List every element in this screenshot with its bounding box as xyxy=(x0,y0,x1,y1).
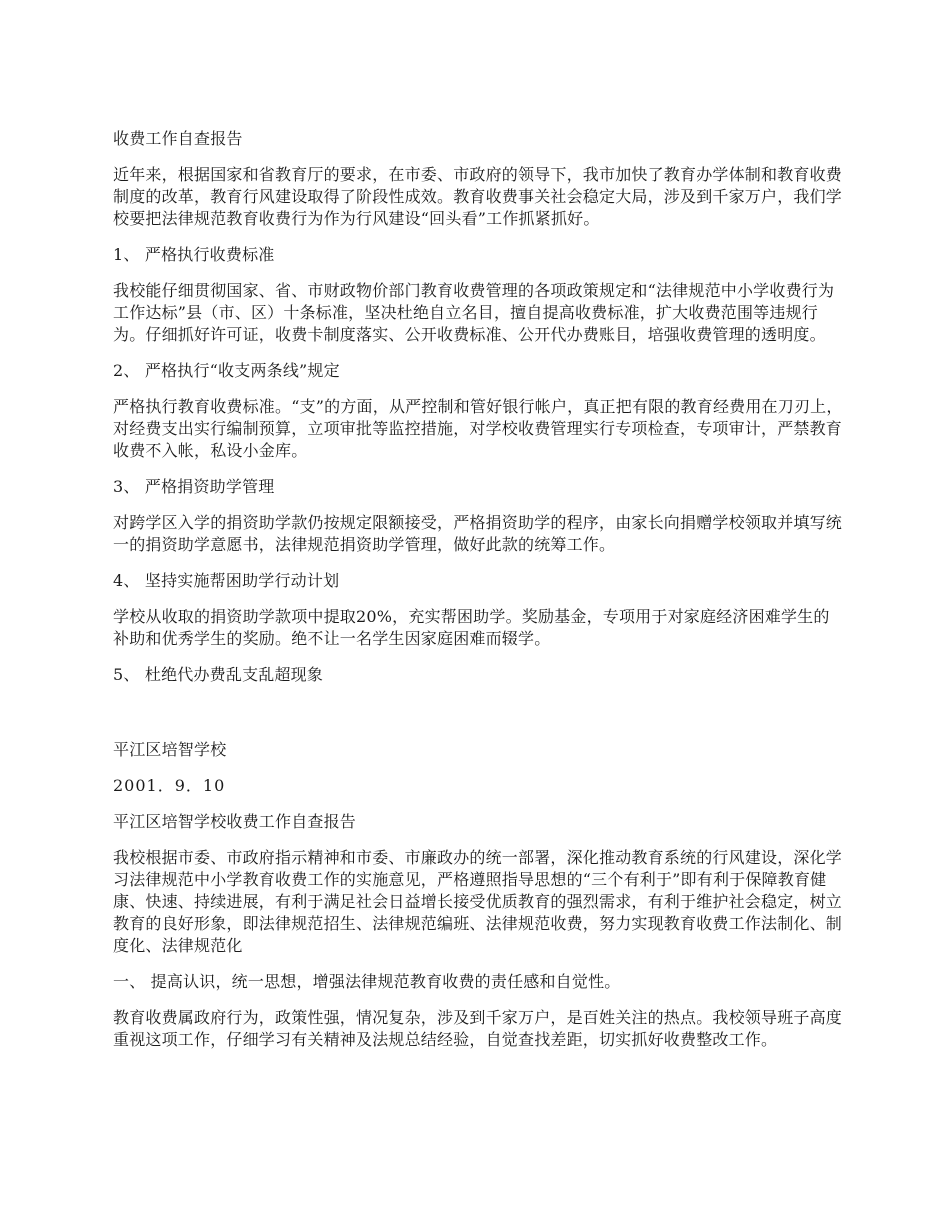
document-page xyxy=(113,128,843,1065)
section-4-heading: 4、 坚持实施帮困助学行动计划 xyxy=(113,571,340,590)
part-1-heading: 一、 提高认识，统一思想，增强法律规范教育收费的责任感和自觉性。 xyxy=(113,972,621,991)
spacer xyxy=(113,700,843,739)
part-1-body: 教育收费属政府行为，政策性强，情况复杂，涉及到千家万户，是百姓关注的热点。我校领导班子高度重视这项工作，仔细学习有关精神及法规总结经验，自觉查找差距，切实抓好收费整改工作。 xyxy=(113,1008,843,1049)
section-2-body: 严格执行教育收费标准。“支”的方面，从严控制和管好银行帐户，真正把有限的教育经费用在刀刃上，对经费支出实行编制预算，立项审批等监控措施，对学校收费管理实行专项检查，专项审计，严禁教育收费不入帐，私设小金库。 xyxy=(113,397,843,460)
date: 2001．9．10 xyxy=(113,776,226,795)
document-title: 收费工作自查报告 xyxy=(113,129,243,148)
second-report-title: 平江区培智学校收费工作自查报告 xyxy=(113,812,357,831)
section-3-body: 对跨学区入学的捐资助学款仍按规定限额接受，严格捐资助学的程序，由家长向捐赠学校领取并填写统一的捐资助学意愿书，法律规范捐资助学管理，做好此款的统筹工作。 xyxy=(113,513,843,554)
signature: 平江区培智学校 xyxy=(113,740,227,759)
section-5-heading: 5、 杜绝代办费乱支乱超现象 xyxy=(113,665,324,684)
section-3-heading: 3、 严格捐资助学管理 xyxy=(113,477,275,496)
section-4-body: 学校从收取的捐资助学款项中提取20%，充实帮困助学。奖励基金，专项用于对家庭经济困难学生的补助和优秀学生的奖励。绝不让一名学生因家庭困难而辍学。 xyxy=(113,607,830,648)
section-1-body: 我校能仔细贯彻国家、省、市财政物价部门教育收费管理的各项政策规定和“法律规范中小学收费行为工作达标”县（市、区）十条标准，坚决杜绝自立名目，擅自提高收费标准，扩大收费范围等违规行为。仔细抓好许可证，收费卡制度落实、公开收费标准、公开代办费账目，培强收费管理的透明度。 xyxy=(113,281,835,344)
section-1-heading: 1、 严格执行收费标准 xyxy=(113,245,275,264)
section-2-heading: 2、 严格执行“收支两条线”规定 xyxy=(113,361,340,380)
second-report-intro: 我校根据市委、市政府指示精神和市委、市廉政办的统一部署，深化推动教育系统的行风建设，深化学习法律规范中小学教育收费工作的实施意见，严格遵照指导思想的“三个有利于”即有利于保障教育健康、快速、持续进展，有利于满足社会日益增长接受优质教育的强烈需求，有利于维护社会稳定，树立教育的良好形象，即法律规范招生、法律规范编班、法律规范收费，努力实现教育收费工作法制化、制度化、法律规范化 xyxy=(113,848,843,955)
intro-paragraph: 近年来，根据国家和省教育厅的要求，在市委、市政府的领导下，我市加快了教育办学体制和教育收费制度的改革，教育行风建设取得了阶段性成效。教育收费事关社会稳定大局，涉及到千家万户，我们学校要把法律规范教育收费行为作为行风建设“回头看”工作抓紧抓好。 xyxy=(113,165,843,228)
